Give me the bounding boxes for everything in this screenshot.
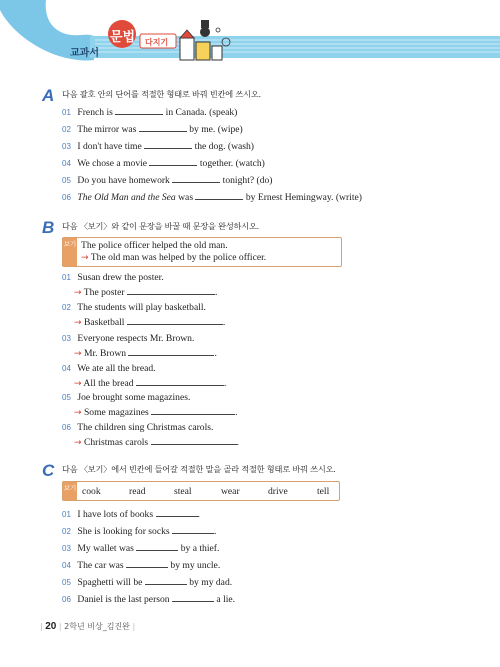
answer-blank[interactable] (151, 435, 237, 445)
item-text: by my dad. (189, 577, 233, 588)
item-number: 05 (62, 578, 71, 587)
arrow-icon: → (74, 379, 82, 389)
answer-blank[interactable] (127, 285, 215, 295)
item-text: My wallet was (77, 543, 134, 554)
a-item-3 (62, 139, 254, 153)
item-number: 02 (62, 527, 71, 536)
section-b-letter: B (42, 218, 55, 237)
page-number: 20 (45, 621, 57, 632)
c-item-2 (62, 524, 216, 538)
item-text: The mirror was (77, 124, 137, 135)
example-tag: 보기 (63, 238, 77, 266)
item-text: was (175, 192, 194, 203)
item-text: The children sing Christmas carols. (77, 422, 214, 433)
b-item-1 (62, 272, 164, 284)
section-a-instruction: 다음 괄호 안의 단어를 적절한 형태로 바꿔 빈칸에 쓰시오. (62, 89, 261, 99)
item-number: 06 (62, 595, 71, 604)
item-number: 06 (62, 193, 71, 202)
b-answer-6: → Christmas carols . (74, 437, 239, 448)
a-item-4 (62, 156, 265, 170)
section-b-instruction: 다음 〈보기〉와 같이 문장을 바꿀 때 문장을 완성하시오. (62, 221, 260, 231)
arrow-icon: → (74, 349, 82, 359)
answer-blank[interactable] (156, 507, 198, 517)
item-number: 05 (62, 176, 71, 185)
item-text: the dog. (wash) (194, 141, 254, 152)
answer-blank[interactable] (172, 592, 214, 602)
item-number: 04 (62, 364, 71, 373)
item-number: 03 (62, 544, 71, 553)
item-text: The car was (77, 560, 124, 571)
arrow-icon: → (81, 253, 89, 263)
item-text: in Canada. (speak) (165, 107, 238, 118)
answer-blank[interactable] (145, 575, 187, 585)
item-text: We ate all the bread. (77, 363, 156, 374)
page-footer: | 20 | 2학년 비상_김진완 | (40, 621, 136, 632)
word-option: tell (317, 486, 330, 497)
item-number: 01 (62, 510, 71, 519)
header-banner (0, 0, 500, 80)
c-item-6 (62, 592, 235, 606)
answer-start: Some magazines (83, 407, 149, 418)
b-item-3 (62, 333, 194, 345)
brand-tag: 다지기 (145, 38, 169, 47)
item-text: by a thief. (180, 543, 220, 554)
arrow-icon: → (74, 438, 82, 448)
item-text: Spaghetti will be (77, 577, 143, 588)
a-item-1 (62, 105, 237, 119)
answer-start: Mr. Brown (83, 348, 127, 359)
answer-blank[interactable] (195, 190, 243, 200)
item-text: The students will play basketball. (77, 302, 206, 313)
item-text: Everyone respects Mr. Brown. (77, 333, 195, 344)
b-answer-5: → Some magazines . (74, 407, 238, 418)
book-title: The Old Man and the Sea (77, 192, 176, 203)
item-number: 04 (62, 561, 71, 570)
section-c-instruction: 다음 〈보기〉에서 빈칸에 들어갈 적절한 말을 골라 적절한 형태로 바꿔 쓰시오. (62, 464, 336, 474)
a-item-6 (62, 190, 362, 204)
arrow-icon: → (74, 408, 82, 418)
a-item-2 (62, 122, 243, 136)
item-number: 06 (62, 423, 71, 432)
item-text: together. (watch) (199, 158, 265, 169)
item-text: . (197, 509, 200, 520)
answer-start: The poster (83, 287, 125, 298)
item-text: Do you have homework (77, 175, 170, 186)
item-text: Daniel is the last person (77, 594, 170, 605)
answer-blank[interactable] (115, 105, 163, 115)
answer-blank[interactable] (136, 376, 224, 386)
answer-blank[interactable] (127, 315, 223, 325)
item-text: I don't have time (77, 141, 142, 152)
word-option: steal (174, 486, 192, 497)
example-answer: → The old man was helped by the police officer. (81, 252, 267, 263)
item-text: French is (77, 107, 113, 118)
b-answer-1: → The poster . (74, 287, 218, 298)
item-number: 03 (62, 334, 71, 343)
item-text: We chose a movie (77, 158, 148, 169)
item-text: Susan drew the poster. (77, 272, 164, 283)
c-item-5 (62, 575, 232, 589)
word-option: drive (268, 486, 288, 497)
example-box (62, 237, 342, 267)
item-number: 02 (62, 303, 71, 312)
b-answer-3: → Mr. Brown . (74, 348, 217, 359)
word-bank-box (62, 481, 340, 501)
b-item-5 (62, 392, 190, 404)
answer-blank[interactable] (139, 122, 187, 132)
c-item-1 (62, 507, 200, 521)
item-number: 03 (62, 142, 71, 151)
item-text: tonight? (do) (222, 175, 273, 186)
answer-blank[interactable] (149, 156, 197, 166)
item-text: . (214, 526, 217, 537)
word-option: read (129, 486, 146, 497)
c-item-4 (62, 558, 220, 572)
answer-blank[interactable] (151, 405, 235, 415)
answer-start: Basketball (83, 317, 125, 328)
arrow-icon: → (74, 288, 82, 298)
item-number: 04 (62, 159, 71, 168)
a-item-5 (62, 173, 273, 187)
answer-blank[interactable] (136, 541, 178, 551)
answer-start: Christmas carols (83, 437, 149, 448)
arrow-icon: → (74, 318, 82, 328)
item-number: 05 (62, 393, 71, 402)
item-number: 02 (62, 125, 71, 134)
example-tag: 보기 (63, 482, 77, 500)
section-a-letter: A (42, 86, 55, 105)
item-number: 01 (62, 273, 71, 282)
b-answer-2: → Basketball . (74, 317, 226, 328)
answer-blank[interactable] (172, 524, 214, 534)
word-option: cook (82, 486, 101, 497)
answer-blank[interactable] (172, 173, 220, 183)
word-option: wear (221, 486, 240, 497)
b-item-4 (62, 363, 156, 375)
item-text: She is looking for socks (77, 526, 170, 537)
example-sentence: The police officer helped the old man. (81, 240, 228, 251)
item-text: a lie. (216, 594, 236, 605)
b-item-2 (62, 302, 206, 314)
b-answer-4: → All the bread . (74, 378, 227, 389)
footer-text: 2학년 비상_김진완 (64, 622, 130, 631)
brand-main: 문법 (110, 30, 136, 45)
item-text: by me. (wipe) (189, 124, 243, 135)
item-number: 01 (62, 108, 71, 117)
answer-blank[interactable] (126, 558, 168, 568)
brand-small: 교과서 (70, 48, 99, 59)
b-item-6 (62, 422, 213, 434)
item-text: I have lots of books (77, 509, 154, 520)
section-c-letter: C (42, 461, 55, 480)
answer-blank[interactable] (128, 346, 214, 356)
item-text: by Ernest Hemingway. (write) (245, 192, 362, 203)
c-item-3 (62, 541, 219, 555)
answer-start: All the bread (83, 378, 134, 389)
item-text: by my uncle. (170, 560, 221, 571)
answer-blank[interactable] (144, 139, 192, 149)
item-text: Joe brought some magazines. (77, 392, 191, 403)
